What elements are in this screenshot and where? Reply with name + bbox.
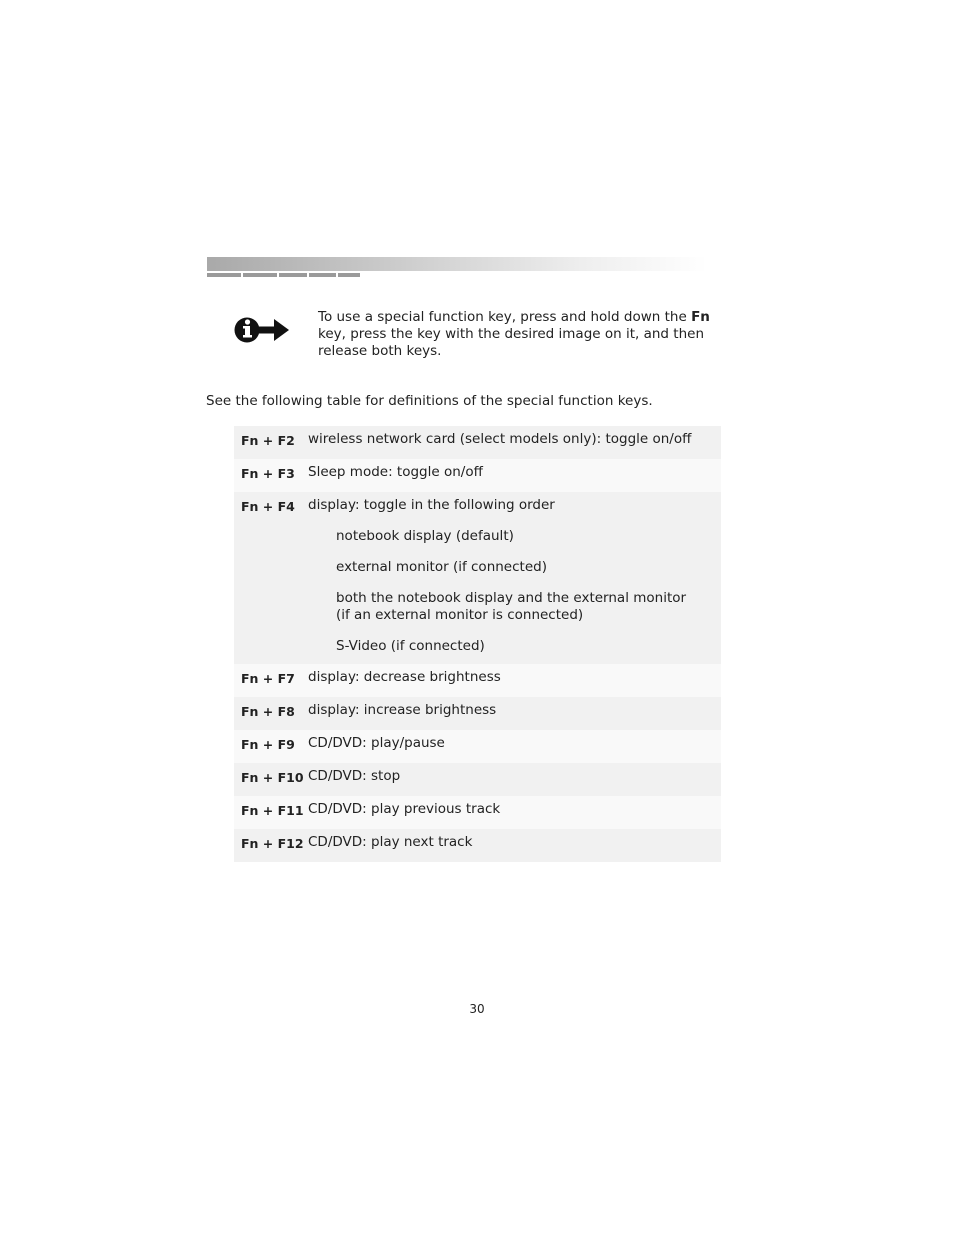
table-row: [234, 829, 721, 862]
table-row: [234, 459, 721, 492]
list-item: both the notebook display and the external monitor (if an external monitor is connected): [336, 590, 687, 623]
list-item: S-Video (if connected): [336, 638, 485, 654]
table-row: [234, 697, 721, 730]
table-row: [234, 796, 721, 829]
note-line1: To use a special function key, press and hold down the: [318, 309, 692, 325]
key-cell: Fn + F2: [241, 433, 295, 448]
note-text: [318, 309, 718, 360]
desc-cell: CD/DVD: play previous track: [308, 801, 501, 817]
key-cell: Fn + F11: [241, 803, 304, 818]
desc-cell: CD/DVD: play next track: [308, 834, 473, 850]
note-line3: release both keys.: [318, 343, 442, 359]
desc-cell: wireless network card (select models only): toggle on/off: [308, 431, 692, 447]
desc-cell: CD/DVD: stop: [308, 768, 401, 784]
key-cell: Fn + F8: [241, 704, 295, 719]
note-fn-key: Fn: [691, 309, 710, 325]
table-row: [234, 730, 721, 763]
key-cell: Fn + F12: [241, 836, 304, 851]
table-row: [234, 426, 721, 459]
function-key-table: [234, 426, 721, 862]
intro-text: See the following table for definitions of the special function keys.: [206, 393, 653, 409]
key-cell: Fn + F3: [241, 466, 295, 481]
table-row: [234, 664, 721, 697]
display-order-list: [308, 528, 721, 655]
key-cell: Fn + F9: [241, 737, 295, 752]
section-header-bar: [207, 257, 707, 271]
key-cell: Fn + F4: [241, 499, 295, 514]
list-item: external monitor (if connected): [336, 559, 547, 575]
desc-cell: display: increase brightness: [308, 702, 497, 718]
desc-cell: Sleep mode: toggle on/off: [308, 464, 483, 480]
desc-text: display: toggle in the following order: [308, 497, 555, 513]
page-number: 30: [469, 1002, 485, 1016]
key-cell: Fn + F7: [241, 671, 295, 686]
section-header-ticks: [207, 273, 360, 277]
table-row: [234, 492, 721, 664]
key-cell: Fn + F10: [241, 770, 304, 785]
note-line2: key, press the key with the desired image on it, and then: [318, 326, 705, 342]
desc-cell: display: decrease brightness: [308, 669, 501, 685]
list-item: notebook display (default): [336, 528, 514, 544]
desc-cell: CD/DVD: play/pause: [308, 735, 445, 751]
desc-cell: [308, 492, 721, 664]
table-row: [234, 763, 721, 796]
info-arrow-icon: [234, 314, 290, 346]
